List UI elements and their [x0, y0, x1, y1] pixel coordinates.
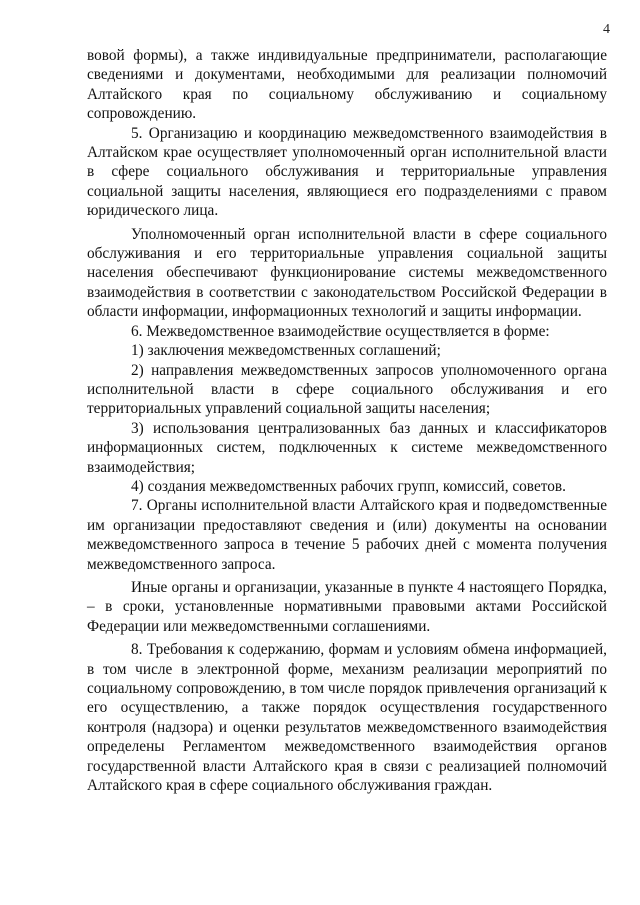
page-number: 4 [603, 22, 610, 37]
paragraph-item-6: 6. Межведомственное взаимодействие осуществляется в форме: [131, 322, 550, 340]
document-body [87, 46, 607, 795]
paragraph-continuation: вовой формы), а также индивидуальные предприниматели, располагающие сведениями и документами, необходимыми для реализации полномочий Алтайского края по социальному обслуживанию и социальному сопровождению. [87, 47, 607, 123]
list-item-4: 4) создания межведомственных рабочих групп, комиссий, советов. [131, 477, 566, 495]
paragraph-authorized-body: Уполномоченный орган исполнительной власти в сфере социального обслуживания и его территориальные управления социальной защиты населения обеспечивают функционирование системы межведомственного взаимодействия в соответствии с законодательством Российской Федерации в области информации, информационных технологий и защиты информации. [87, 225, 607, 321]
list-item-1: 1) заключения межведомственных соглашений; [131, 342, 441, 360]
paragraph-item-8: 8. Требования к содержанию, формам и условиям обмена информацией, в том числе в электронной форме, механизм реализации мероприятий по социальному сопровождению, в том числе порядок привлечения организаций к его осуществлению, а также порядок осуществления государственного контроля (надзора) и оценки результатов межведомственного взаимодействия определены Регламентом межведомственного взаимодействия органов государственной власти Алтайского края в связи с реализацией полномочий Алтайского края в сфере социального обслуживания граждан. [87, 641, 607, 795]
list-item-2: 2) направления межведомственных запросов уполномоченного органа исполнительной власти в сфере социального обслуживания и его территориальных управлений социальной защиты населения; [87, 361, 607, 418]
paragraph-item-7: 7. Органы исполнительной власти Алтайского края и подведомственные им организации предоставляют сведения и (или) документы на основании межведомственного запроса в течение 5 рабочих дней с момента получения межведомственного запроса. [87, 497, 607, 573]
list-item-3: 3) использования централизованных баз данных и классификаторов информационных систем, подключенных к системе межведомственного взаимодействия; [87, 419, 607, 476]
paragraph-other-bodies: Иные органы и организации, указанные в пункте 4 настоящего Порядка, – в сроки, установленные нормативными правовыми актами Российской Федерации или межведомственными соглашениями. [87, 578, 607, 635]
paragraph-item-5: 5. Организацию и координацию межведомственного взаимодействия в Алтайском крае осуществляет уполномоченный орган исполнительной власти в сфере социального обслуживания и территориальные управления социальной защиты населения, являющиеся его подразделениями с правом юридического лица. [87, 124, 607, 220]
